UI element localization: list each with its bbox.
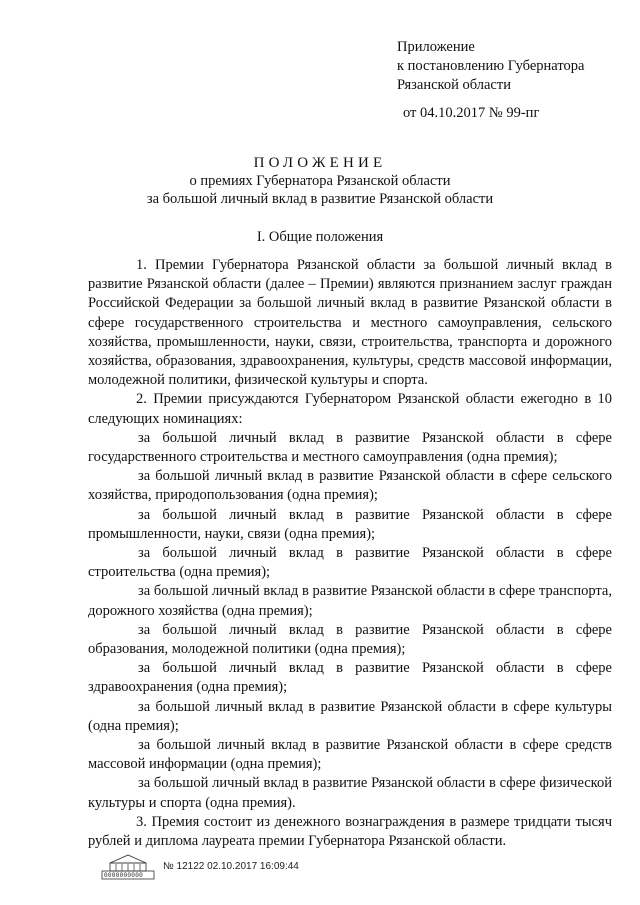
appendix-line-2: к постановлению Губернатора [397,58,585,74]
paragraph-3: 3. Премия состоит из денежного вознаграждения в размере тридцати тысяч рублей и диплома лауреата премии Губернатора Рязанской области. [88,813,612,850]
nomination-item: за большой личный вклад в развитие Рязанской области в сфере промышленности, науки, связи (одна премия); [88,506,612,542]
section-heading: I. Общие положения [256,229,384,245]
appendix-order-number: от 04.10.2017 № 99-пг [403,105,540,121]
appendix-line-3: Рязанской области [397,77,511,93]
nomination-item: за большой личный вклад в развитие Рязанской области в сфере строительства (одна премия); [88,545,612,581]
nomination-item: за большой личный вклад в развитие Рязанской области в сфере культуры (одна премия); [88,698,612,734]
nomination-item: за большой личный вклад в развитие Рязанской области в сфере государственного строительства и местного самоуправления (одна премия); [88,429,612,466]
document-title: ПОЛОЖЕНИЕ [253,155,387,171]
nomination-item: за большой личный вклад в развитие Рязанской области в сфере средств массовой информации (одна премия); [88,737,612,773]
nomination-item: за большой личный вклад в развитие Рязанской области в сфере здравоохранения (одна премия); [88,660,612,696]
appendix-block [397,38,622,123]
document-body [88,256,612,851]
nomination-item: за большой личный вклад в развитие Рязанской области в сфере сельского хозяйства, природопользования (одна премия); [88,468,612,504]
document-subtitle-2: за большой личный вклад в развитие Рязанской области [146,191,494,207]
stamp-number: 0000000000 [104,872,144,879]
document-subtitle-1: о премиях Губернатора Рязанской области [189,173,451,189]
nomination-item: за большой личный вклад в развитие Рязанской области в сфере образования, молодежной политики (одна премия); [88,621,612,658]
nomination-item: за большой личный вклад в развитие Рязанской области в сфере физической культуры и спорта (одна премия). [88,775,612,811]
paragraph-2: 2. Премии присуждаются Губернатором Рязанской области ежегодно в 10 следующих номинациях: [88,391,612,427]
registration-number: № 12122 02.10.2017 16:09:44 [163,861,299,872]
registration-footer [100,853,360,883]
appendix-line-1: Приложение [397,39,475,55]
paragraph-1: 1. Премии Губернатора Рязанской области за большой личный вклад в развитие Рязанской области (далее – Премии) являются признанием заслуг граждан Российской Федерации за большой личный вклад в развитие Рязанской области в сфере государственного строительства и местного самоуправления, сельского хозяйства, промышленности, науки, связи, строительства, транспорта и дорожного хозяйства, образования, здравоохранения, культуры, средств массовой информации, молодежной политики, физической культуры и спорта. [88,257,612,389]
nomination-item: за большой личный вклад в развитие Рязанской области в сфере транспорта, дорожного хозяйства (одна премия); [88,583,612,619]
